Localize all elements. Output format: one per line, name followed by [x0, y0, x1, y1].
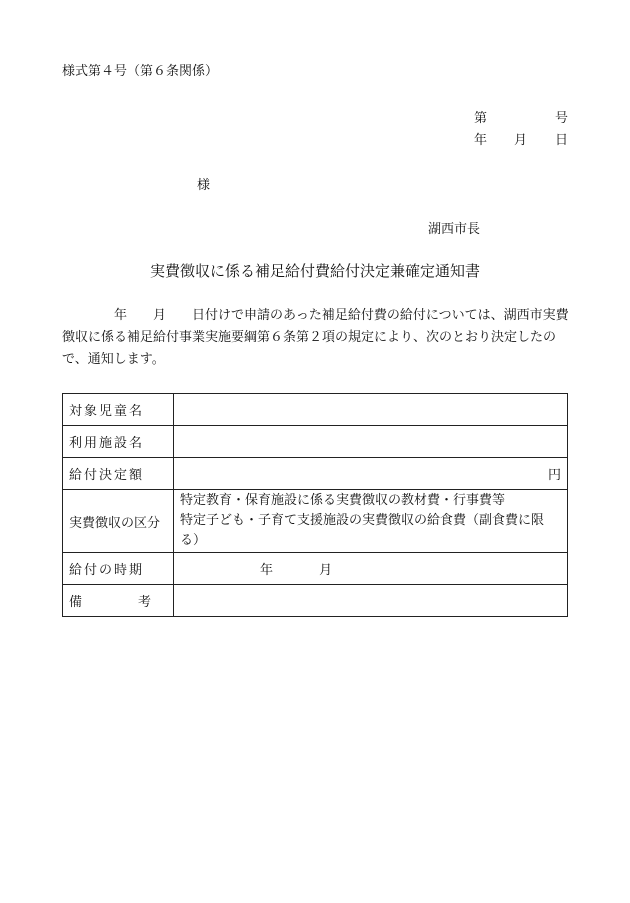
- category-label: 実費徴収の区分: [63, 490, 174, 553]
- table-row: [63, 394, 568, 426]
- period-month: 月: [319, 563, 333, 578]
- table-row: [63, 458, 568, 490]
- date-year: 年: [474, 133, 488, 148]
- period-label: 給付の時期: [63, 553, 174, 585]
- doc-number-label: 第: [474, 111, 488, 126]
- body-text: 年 月 日付けで申請のあった補足給付費の給付については、湖西市実費徴収に係る補足給付事業実施要綱第６条第２項の規定により、次のとおり決定したので、通知します。: [62, 308, 569, 367]
- issuer: 湖西市長: [428, 222, 481, 237]
- table-row: [63, 585, 568, 617]
- category-option-1: 特定教育・保育施設に係る実費徴収の教材費・行事費等: [180, 493, 506, 508]
- category-value: [174, 490, 568, 553]
- child-name-label: 対象児童名: [63, 394, 174, 426]
- remarks-label-first: 備: [69, 595, 83, 610]
- date-month: 月: [514, 133, 528, 148]
- decision-table: [62, 393, 568, 617]
- table-row: [63, 553, 568, 585]
- facility-label: 利用施設名: [63, 426, 174, 458]
- table-row: [63, 426, 568, 458]
- recipient-suffix: 様: [197, 178, 211, 193]
- table-row: [63, 490, 568, 553]
- child-name-value: [174, 394, 568, 426]
- form-label: 様式第４号（第６条関係）: [62, 64, 219, 79]
- period-year: 年: [260, 563, 274, 578]
- amount-label: 給付決定額: [63, 458, 174, 490]
- document-title: 実費徴収に係る補足給付費給付決定兼確定通知書: [149, 262, 480, 280]
- category-option-2: 特定子ども・子育て支援施設の実費徴収の給食費（副食費に限る）: [180, 513, 545, 548]
- remarks-label-last: 考: [137, 595, 151, 610]
- facility-value: [174, 426, 568, 458]
- date-day: 日: [555, 133, 569, 148]
- remarks-label: [63, 585, 174, 617]
- amount-value: [174, 458, 568, 490]
- period-value: [174, 553, 568, 585]
- yen-unit: 円: [547, 468, 561, 483]
- doc-number-suffix: 号: [555, 111, 569, 126]
- remarks-value: [174, 585, 568, 617]
